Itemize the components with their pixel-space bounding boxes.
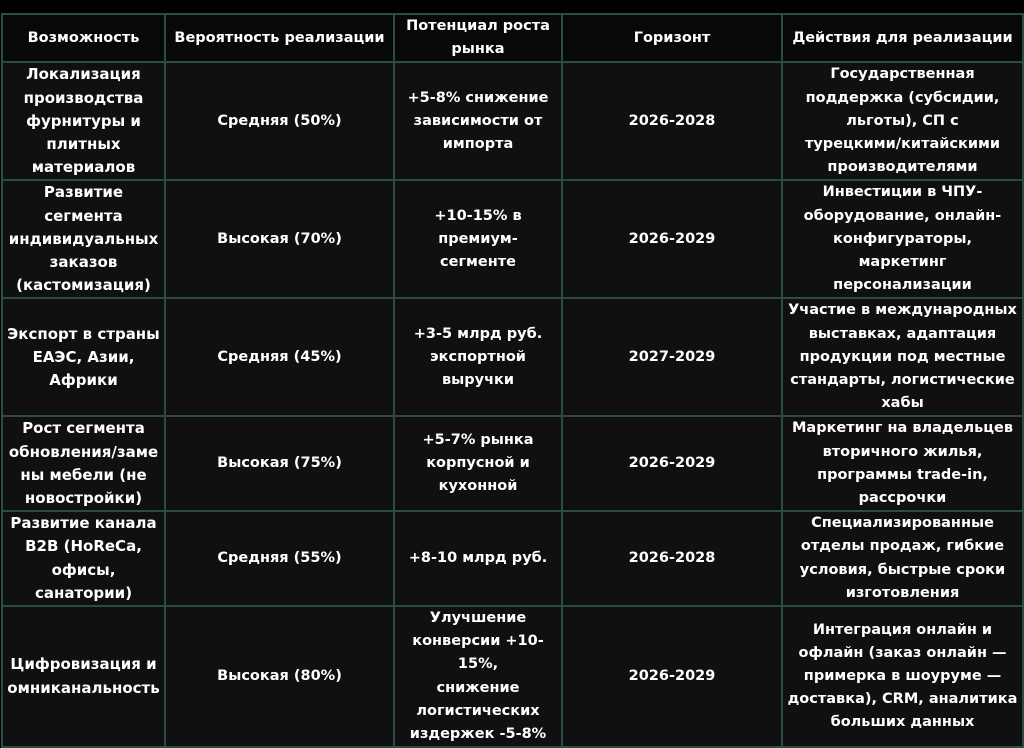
horizon-cell: 2026-2029	[562, 180, 782, 298]
table-row	[2, 416, 1023, 511]
actions-cell: Инвестиции в ЧПУ- оборудование, онлайн- конфигураторы, маркетинг персонализации	[782, 180, 1023, 298]
opportunity-cell: Локализация производства фурнитуры и плитных материалов	[2, 62, 165, 180]
table-row	[2, 62, 1023, 180]
horizon-cell: 2026-2029	[562, 606, 782, 747]
potential-cell: +10-15% в премиум- сегменте	[394, 180, 562, 298]
horizon-cell: 2026-2029	[562, 416, 782, 511]
horizon-cell: 2027-2029	[562, 298, 782, 416]
probability-cell: Средняя (50%)	[165, 62, 394, 180]
header-potential: Потенциал роста рынка	[394, 14, 562, 62]
header-opportunity: Возможность	[2, 14, 165, 62]
horizon-cell: 2026-2028	[562, 62, 782, 180]
actions-cell: Специализированные отделы продаж, гибкие условия, быстрые сроки изготовления	[782, 511, 1023, 606]
potential-cell: +5-7% рынка корпусной и кухонной	[394, 416, 562, 511]
probability-cell: Средняя (55%)	[165, 511, 394, 606]
opportunity-cell: Рост сегмента обновления/заме ны мебели (не новостройки)	[2, 416, 165, 511]
table-row	[2, 180, 1023, 298]
actions-cell: Интеграция онлайн и офлайн (заказ онлайн — примерка в шоуруме — доставка), CRM, аналитика больших данных	[782, 606, 1023, 747]
table-row	[2, 298, 1023, 416]
probability-cell: Высокая (80%)	[165, 606, 394, 747]
opportunity-cell: Экспорт в страны ЕАЭС, Азии, Африки	[2, 298, 165, 416]
probability-cell: Высокая (70%)	[165, 180, 394, 298]
table-header-row	[2, 14, 1023, 62]
opportunity-cell: Развитие канала B2B (HoReCa, офисы, санатории)	[2, 511, 165, 606]
potential-cell: Улучшение конверсии +10-15%, снижение логистических издержек -5-8%	[394, 606, 562, 747]
actions-cell: Участие в международных выставках, адаптация продукции под местные стандарты, логистические хабы	[782, 298, 1023, 416]
probability-cell: Средняя (45%)	[165, 298, 394, 416]
table-row	[2, 511, 1023, 606]
potential-cell: +5-8% снижение зависимости от импорта	[394, 62, 562, 180]
opportunities-table	[1, 13, 1024, 748]
actions-cell: Маркетинг на владельцев вторичного жилья, программы trade-in, рассрочки	[782, 416, 1023, 511]
opportunities-table-container	[0, 13, 1024, 748]
opportunity-cell: Цифровизация и омниканальность	[2, 606, 165, 747]
horizon-cell: 2026-2028	[562, 511, 782, 606]
table-row	[2, 606, 1023, 747]
header-actions: Действия для реализации	[782, 14, 1023, 62]
actions-cell: Государственная поддержка (субсидии, льготы), СП с турецкими/китайскими производителями	[782, 62, 1023, 180]
header-horizon: Горизонт	[562, 14, 782, 62]
probability-cell: Высокая (75%)	[165, 416, 394, 511]
potential-cell: +8-10 млрд руб.	[394, 511, 562, 606]
potential-cell: +3-5 млрд руб. экспортной выручки	[394, 298, 562, 416]
opportunity-cell: Развитие сегмента индивидуальных заказов (кастомизация)	[2, 180, 165, 298]
header-probability: Вероятность реализации	[165, 14, 394, 62]
